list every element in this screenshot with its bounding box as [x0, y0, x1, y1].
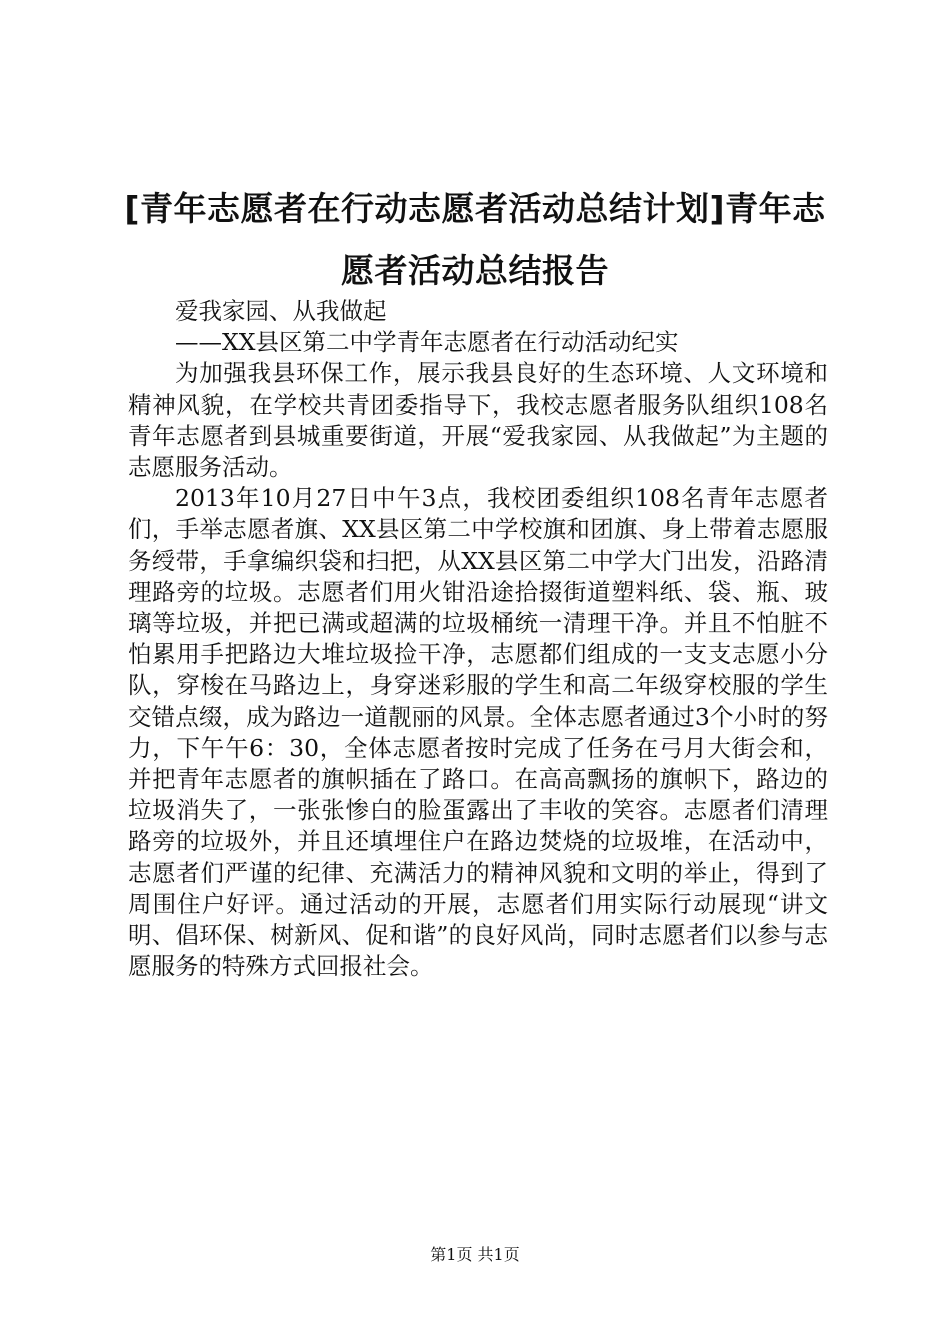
- paragraph-2: 2013年10月27日中午3点，我校团委组织108名青年志愿者们，手举志愿者旗、XX县区第二中学校旗和团旗、身上带着志愿服务绶带，手拿编织袋和扫把，从XX县区第二中学大门出发，沿路清理路旁的垃圾。志愿者们用火钳沿途拾掇街道塑料纸、袋、瓶、玻璃等垃圾，并把已满或超满的垃圾桶统一清理干净。并且不怕脏不怕累用手把路边大堆垃圾捡干净，志愿都们组成的一支支志愿小分队，穿梭在马路边上，身穿迷彩服的学生和高二年级穿校服的学生交错点缀，成为路边一道靓丽的风景。全体志愿者通过3个小时的努力，下午午6：30，全体志愿者按时完成了任务在弓月大街会和，并把青年志愿者的旗帜插在了路口。在高高飘扬的旗帜下，路边的垃圾消失了，一张张惨白的脸蛋露出了丰收的笑容。志愿者们清理路旁的垃圾外，并且还填埋住户在路边焚烧的垃圾堆，在活动中，志愿者们严谨的纪律、充满活力的精神风貌和文明的举止，得到了周围住户好评。通过活动的开展，志愿者们用实际行动展现“讲文明、倡环保、树新风、促和谐”的良好风尚，同时志愿者们以参与志愿服务的特殊方式回报社会。: [128, 484, 828, 981]
- page-footer: 第1页 共1页: [430, 1245, 520, 1264]
- document-body: [128, 296, 828, 982]
- document-title: [青年志愿者在行动志愿者活动总结计划]青年志愿者活动总结报告: [124, 189, 826, 290]
- subtitle-line-1: 爱我家园、从我做起: [175, 297, 387, 325]
- subtitle-line-2: ——XX县区第二中学青年志愿者在行动活动纪实: [175, 328, 679, 357]
- paragraph-1: 为加强我县环保工作，展示我县良好的生态环境、人文环境和精神风貌，在学校共青团委指导下，我校志愿者服务队组织108名青年志愿者到县城重要街道，开展“爱我家园、从我做起”为主题的志愿服务活动。: [128, 359, 828, 482]
